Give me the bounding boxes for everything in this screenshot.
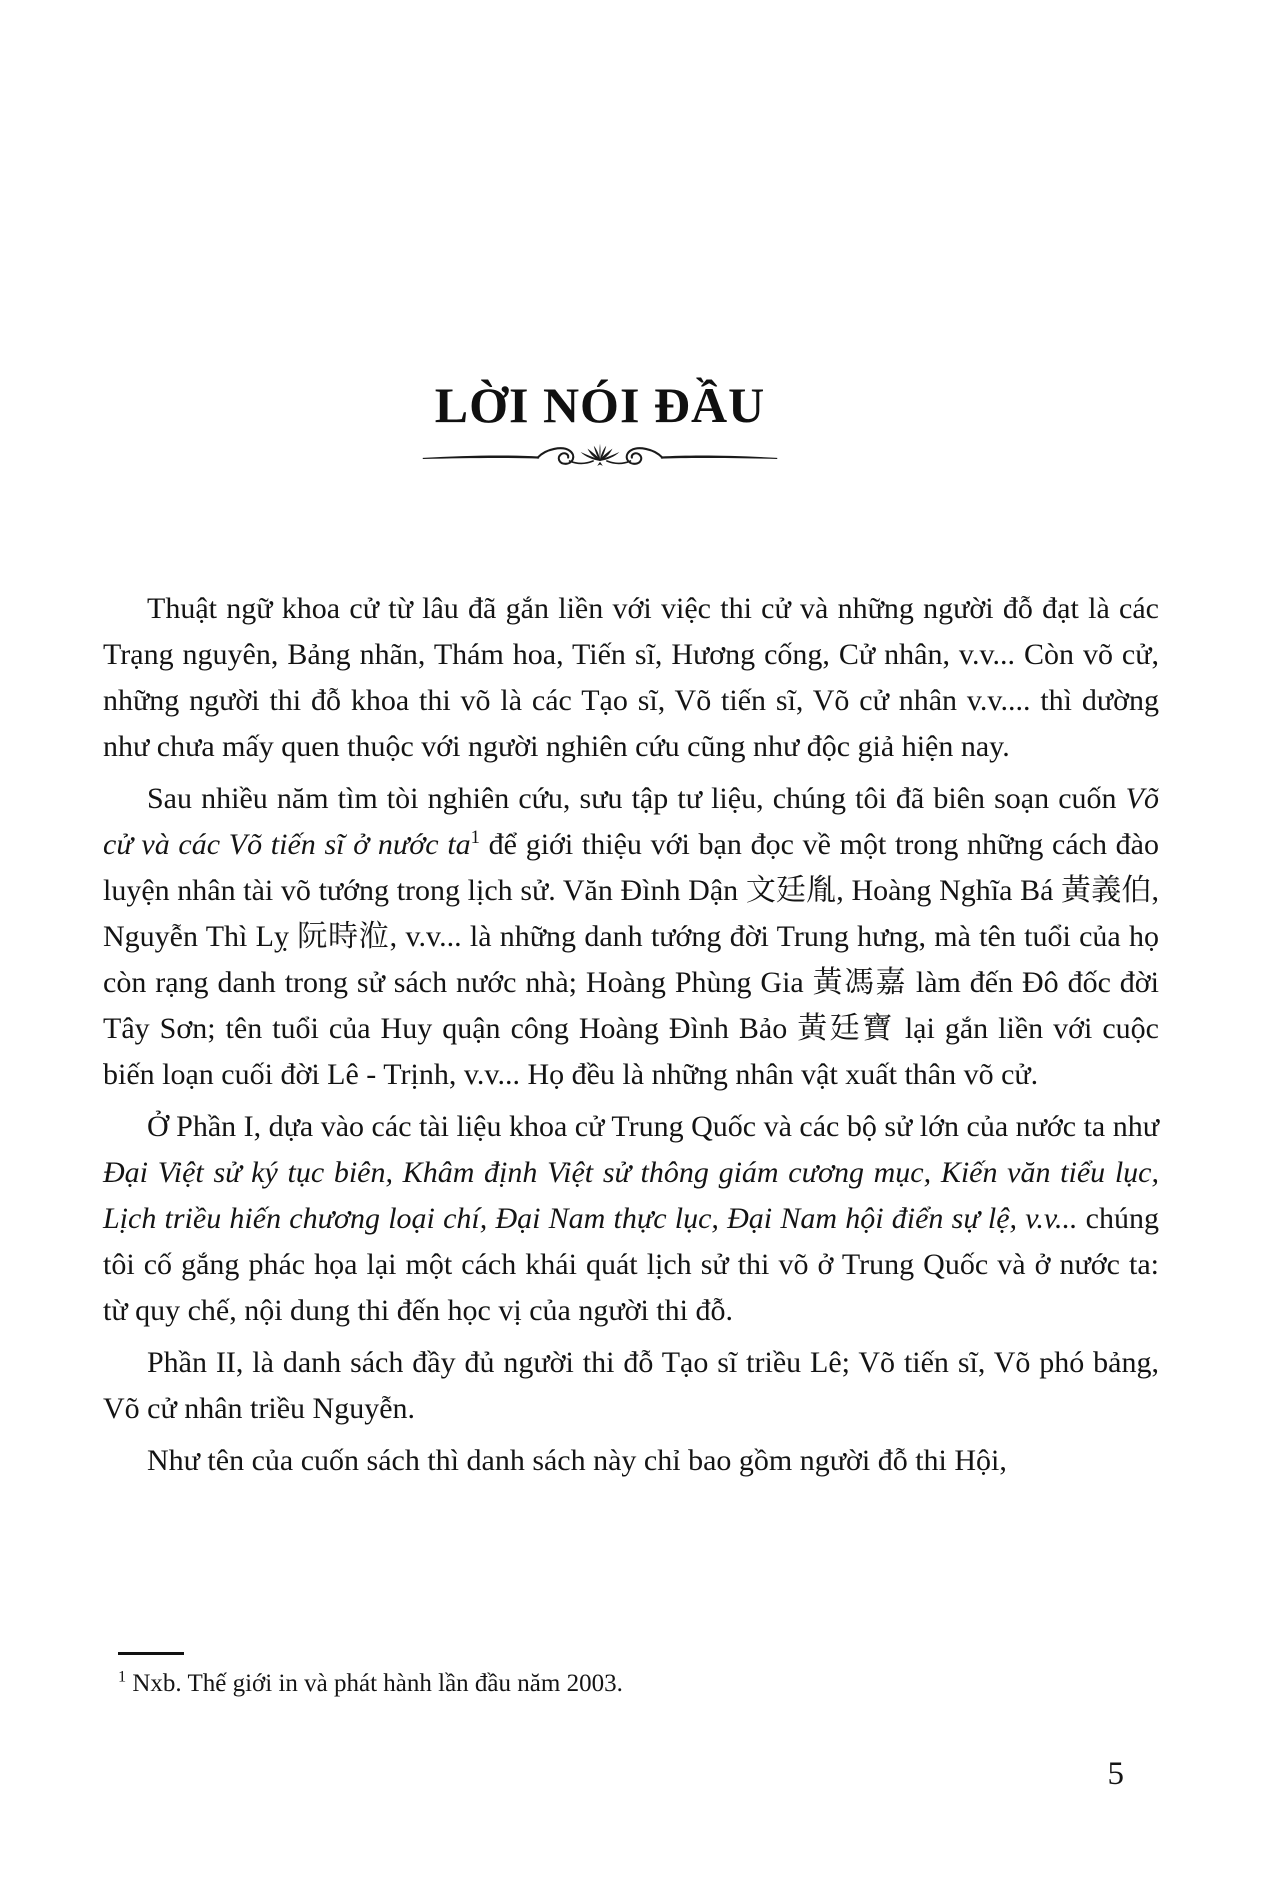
page-title: LỜI NÓI ĐẦU [434, 377, 766, 433]
footnote-separator [118, 1652, 184, 1655]
paragraph [103, 1104, 1159, 1334]
paragraph [103, 776, 1159, 1098]
text-run: Phần II, là danh sách đầy đủ người thi đỗ Tạo sĩ triều Lê; Võ tiến sĩ, Võ phó bảng, Võ cử nhân triều Nguyễn. [103, 1346, 1159, 1425]
text-run: Sau nhiều năm tìm tòi nghiên cứu, sưu tập tư liệu, chúng tôi đã biên soạn cuốn [147, 782, 1126, 815]
chapter-heading [70, 378, 1130, 473]
text-run: Võ cử và các Võ tiến sĩ ở nước ta [103, 782, 1159, 861]
text-run: chúng tôi cố gắng phác họa lại một cách khái quát lịch sử thi võ ở Trung Quốc và ở nước ta: từ quy chế, nội dung thi đến học vị của người thi đỗ. [103, 1202, 1159, 1327]
text-run: , v.v... là những danh tướng đời Trung hưng, mà tên tuổi của họ còn rạng danh trong sử sách nước nhà; Hoàng Phùng Gia [103, 920, 1159, 999]
footnote-marker: 1 [118, 1667, 127, 1686]
text-run: 文廷胤 [745, 874, 837, 907]
text-run: lại gắn liền với cuộc biến loạn cuối đời Lê - Trịnh, v.v... Họ đều là những nhân vật xuất thân võ cử. [103, 1012, 1159, 1091]
text-run: Thuật ngữ khoa cử từ lâu đã gắn liền với việc thi cử và những người đỗ đạt là các Trạng nguyên, Bảng nhãn, Thám hoa, Tiến sĩ, Hương cống, Cử nhân, v.v... Còn võ cử, những người thi đỗ khoa thi võ là các Tạo sĩ, Võ tiến sĩ, Võ cử nhân v.v.... thì dường như chưa mấy quen thuộc với người nghiên cứu cũng như độc giả hiện nay. [103, 592, 1159, 763]
divider-flourish-icon [70, 443, 1130, 473]
paragraph [103, 1340, 1159, 1432]
text-run: 黃義伯 [1061, 874, 1152, 907]
paragraph [103, 586, 1159, 770]
paragraph [103, 1438, 1159, 1484]
text-run: Ở Phần I, dựa vào các tài liệu khoa cử Trung Quốc và các bộ sử lớn của nước ta như [147, 1110, 1159, 1143]
text-run: , Nguyễn Thì Lỵ [103, 874, 1160, 953]
footnote-text: Nxb. Thế giới in và phát hành lần đầu năm 2003. [126, 1670, 623, 1697]
body-text [103, 586, 1159, 1484]
text-run: làm đến Đô đốc đời Tây Sơn; tên tuổi của Huy quận công Hoàng Đình Bảo [103, 966, 1160, 1045]
page-number: 5 [1107, 1756, 1124, 1792]
footnote-block [118, 1652, 1018, 1700]
text-run: Đại Việt sử ký tục biên, Khâm định Việt sử thông giám cương mục, Kiến văn tiểu lục, Lịch triều hiến chương loại chí, Đại Nam thực lục, Đại Nam hội điển sự lệ, v.v... [103, 1156, 1159, 1235]
text-run: 黃馮嘉 [812, 966, 907, 999]
text-run: 1 [470, 827, 480, 848]
text-run: Như tên của cuốn sách thì danh sách này chỉ bao gồm người đỗ thi Hội, [147, 1444, 1007, 1477]
text-run: để giới thiệu với bạn đọc về một trong những cách đào luyện nhân tài võ tướng trong lịch sử. Văn Đình Dận [103, 828, 1159, 907]
text-run: 阮時涖 [297, 920, 390, 953]
text-run: , Hoàng Nghĩa Bá [836, 874, 1062, 907]
text-run: 黃廷寶 [797, 1012, 895, 1045]
footnote [118, 1668, 1018, 1700]
